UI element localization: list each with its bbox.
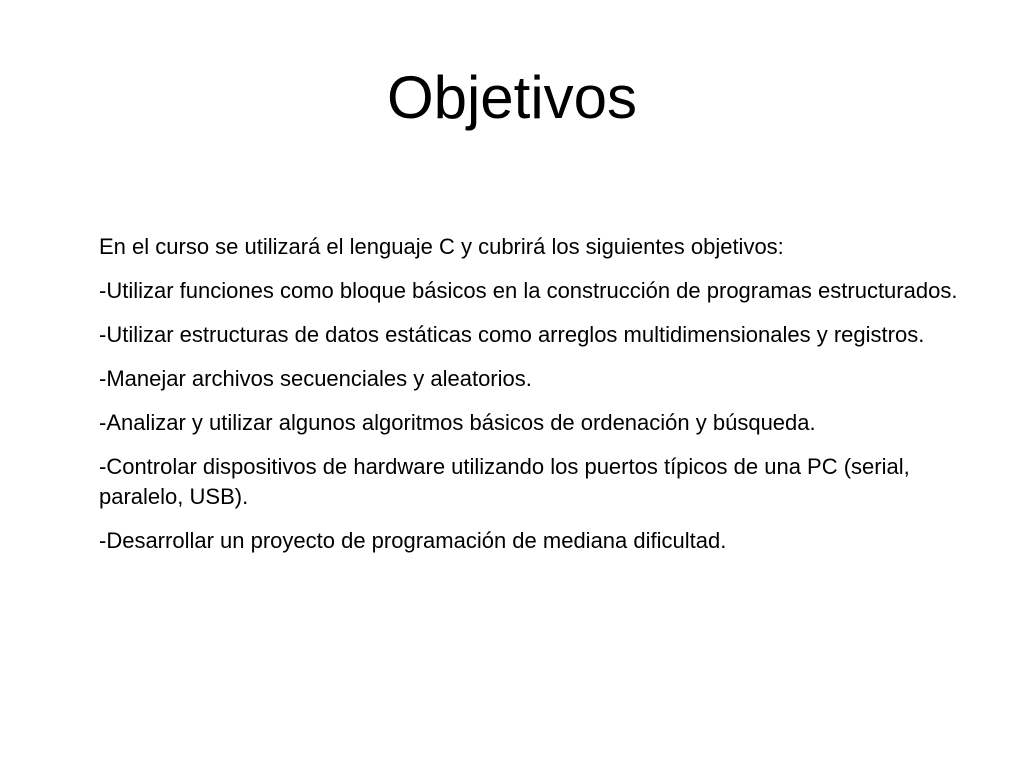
slide-body bbox=[99, 232, 959, 570]
objective-item: -Manejar archivos secuenciales y aleatorios. bbox=[99, 366, 532, 391]
objective-item: -Desarrollar un proyecto de programación de mediana dificultad. bbox=[99, 528, 727, 553]
objective-item: -Utilizar funciones como bloque básicos en la construcción de programas estructurados. bbox=[99, 278, 958, 303]
objective-item: -Analizar y utilizar algunos algoritmos básicos de ordenación y búsqueda. bbox=[99, 410, 816, 435]
intro-paragraph: En el curso se utilizará el lenguaje C y cubrirá los siguientes objetivos: bbox=[99, 234, 784, 259]
slide-title: Objetivos bbox=[386, 64, 638, 131]
objective-item: -Utilizar estructuras de datos estáticas como arreglos multidimensionales y registros. bbox=[99, 322, 925, 347]
objective-item: -Controlar dispositivos de hardware utilizando los puertos típicos de una PC (serial, paralelo, USB). bbox=[99, 454, 910, 509]
